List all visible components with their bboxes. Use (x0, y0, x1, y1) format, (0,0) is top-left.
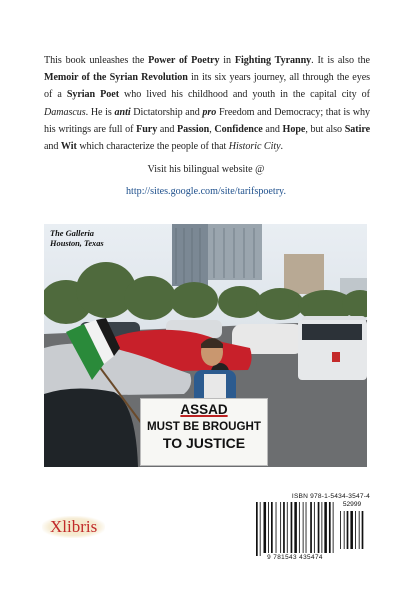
blurb-text: . (280, 141, 284, 153)
blurb-bold-italic: pro (202, 106, 217, 118)
sign-line: ASSAD (180, 402, 228, 417)
price-code: 52999 (342, 501, 362, 508)
blurb-text: . He is (85, 106, 115, 118)
blurb-text: This book unleashes the (44, 55, 149, 66)
isbn-barcode (254, 493, 368, 565)
blurb-text: in its six years journey, all through the eyes of a (44, 72, 370, 101)
blurb-text: and (44, 141, 61, 153)
photo-caption (50, 229, 104, 248)
blurb-italic: Historic City (228, 141, 281, 153)
sign-line: MUST BE BROUGHT (146, 420, 261, 433)
blurb-text: in (219, 55, 235, 66)
blurb-text: Dictatorship and (130, 106, 203, 118)
website-link[interactable]: http://sites.google.com/site/tarifspoetry. (126, 186, 286, 197)
blurb-text: , but also (305, 123, 345, 135)
back-cover-blurb (44, 52, 370, 155)
tower-building (172, 224, 208, 286)
blurb-bold: Syrian Poet (66, 89, 120, 101)
ean-digits: 9 781543 435474 (267, 554, 323, 561)
blurb-bold: Hope (282, 123, 306, 135)
publisher-logo: Xlibris (42, 516, 105, 538)
caption-line: The Galleria (50, 229, 94, 238)
blurb-bold-italic: anti (114, 106, 131, 118)
blurb-text: . It is also the (311, 55, 370, 66)
blurb-italic: Damascus (44, 106, 86, 118)
visit-website-text: Visit his bilingual website @ (147, 164, 265, 175)
blurb-bold: Fighting Tyranny (234, 55, 312, 66)
blurb-bold: Wit (60, 141, 77, 153)
blurb-text: and (262, 123, 283, 135)
blurb-bold: Memoir of the Syrian Revolution (44, 72, 188, 84)
blurb-text: who lived his childhood and youth in the capital city of (119, 89, 370, 101)
isbn-label: ISBN 978-1-5434-3547-4 (291, 493, 370, 500)
caption-line: Houston, Texas (50, 238, 104, 248)
protest-photo (44, 224, 367, 467)
blurb-bold: Fury (136, 123, 158, 135)
blurb-bold: Confidence (214, 123, 263, 135)
blurb-text: which characterize the people of that (76, 141, 229, 153)
blurb-bold: Power of Poetry (148, 55, 220, 66)
blurb-bold: Satire (344, 123, 371, 135)
sign-line: TO JUSTICE (162, 435, 246, 451)
blurb-bold: Passion (177, 123, 210, 135)
blurb-text: , (209, 123, 215, 135)
blurb-text: Freedom and Democracy; that is why his writings are full of (44, 106, 370, 135)
blurb-text: and (157, 123, 178, 135)
protest-sign (140, 398, 268, 466)
